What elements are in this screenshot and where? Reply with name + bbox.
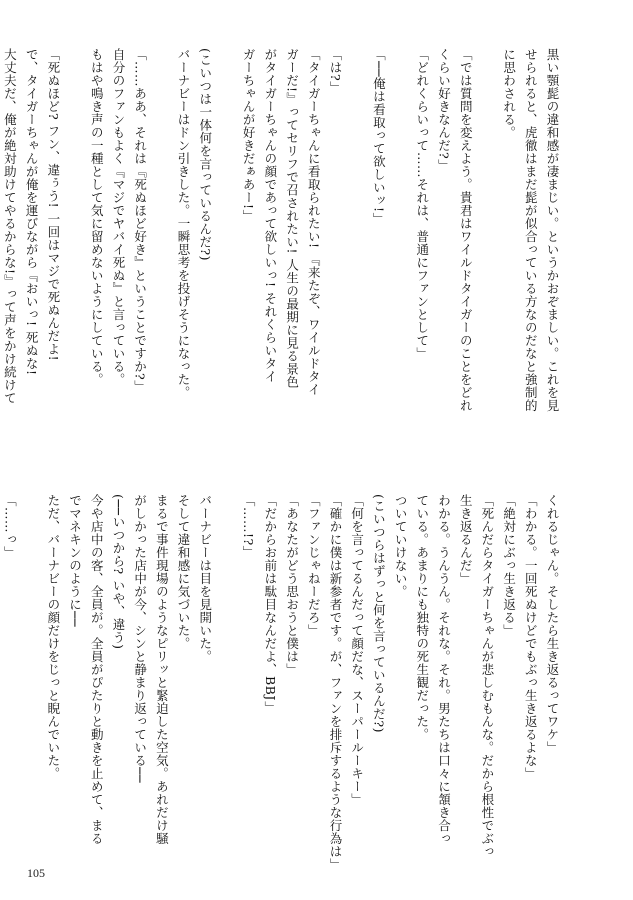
lower-text-block: くれるじゃん。そしたら生き返るってワケ」 「わかる。一回死ぬけどでもぶっ生き返るよな」 「絶対にぶっ生き返る」 「死んだらタイガーちゃんが悲しむもんな。だから根性でぶっ 生き返るんだ」 わかる。うんうん。それな。それ。男たちは口々に頷き合っ ている。あまりにも独特の死生観だった。 ついていけない。 (こいつらはずっと何を言っているんだ?) 「何を言ってるんだって顔だな、スーパールーキー」 「確かに僕は新参者です。が、ファンを排斥するような行為は」 「ファンじゃねーだろ」 「あなたがどう思おうと僕は」 「だからお前は駄目なんだよ、BBJ」 「……!?」 バーナビーは目を見開いた。 そして違和感に気づいた。 まるで事件現場のようなピリッと緊迫した空気。あれだけ騒 がしかった店中が今、シンと静まり返っている── (──いつから? いや、違う) 今や店中の客、全員が。全員がぴたりと動きを止めて、まる でマネキンのように── ただ、バーナビーの顔だけをじっと睨んでいた。 「……っ」 (2, 494, 560, 871)
upper-text-block: 黒い顎髭の違和感が凄まじい。というかおぞましい。これを見 せられると、虎徹はまだ髭が似合っている方なのだなと強制的 に思わされる。 「では質問を変えよう。貴君はワイルドタイガーのことをどれ くらい好きなんだ?」 「どれくらいって……それは、普通にファンとして」 「──俺は看取って欲しいッ!」 「は?」 「タイガーちゃんに看取られたい! 『来たぞ、ワイルドタイ ガーだ!』ってセリフで召されたい! 人生の最期に見る景色 がタイガーちゃんの顔であって欲しいっ! それくらいタイ ガーちゃんが好きだぁあー!」 (こいつは一体何を言っているんだ?) バーナビーはドン引きした。一瞬思考を投げそうになった。 「……ああ、それは『死ぬほど好き』ということですか?」 自分のファンもよく『マジでヤバイ死ぬ』と言っている。 もはや鳴き声の一種として気に留めないようにしている。 「死ぬほど? フン、違ぅう! 一回はマジで死ぬんだよ! で、タイガーちゃんが俺を運びながら『おいっ! 死ぬな! 大丈夫だ、俺が絶対助けてやるからな!』って声をかけ続けて (2, 48, 560, 412)
page-number: 105 (27, 866, 45, 880)
